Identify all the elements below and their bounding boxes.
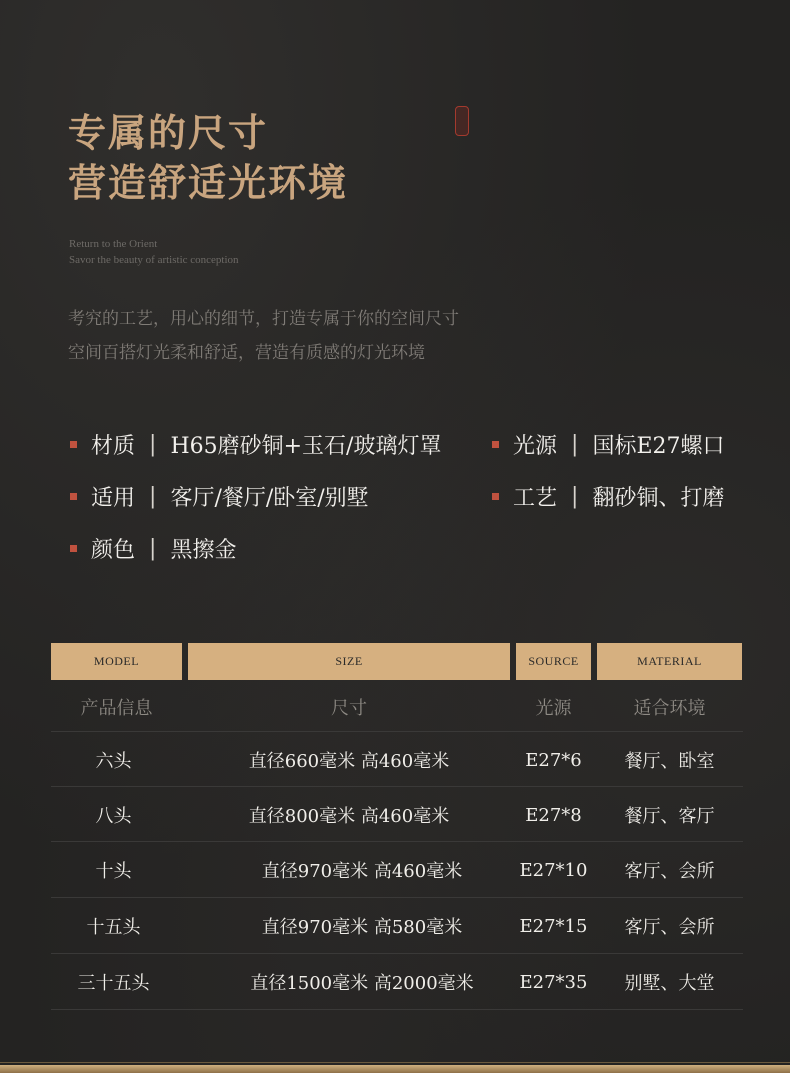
cell-environment: 餐厅、卧室	[624, 751, 715, 772]
cell-size: 直径1500毫米 高2000毫米	[250, 973, 474, 994]
spec-value: 翻砂铜、打磨	[592, 485, 725, 511]
cell-size: 直径660毫米 高460毫米	[248, 751, 450, 772]
header-size: SIZE	[188, 643, 510, 680]
spec-craft	[492, 480, 724, 512]
spec-application	[70, 480, 369, 512]
intro-line-2: 空间百搭灯光柔和舒适，营造有质感的灯光环境	[68, 343, 425, 363]
cell-source: E27*6	[525, 749, 582, 771]
bullet-icon	[70, 441, 77, 448]
spec-label: 工艺	[513, 485, 558, 511]
subheader-source: 光源	[535, 698, 572, 719]
cell-size: 直径800毫米 高460毫米	[248, 806, 450, 827]
cell-model: 十头	[95, 861, 132, 882]
title-line-1: 专属的尺寸	[68, 110, 269, 155]
header-material: MATERIAL	[597, 643, 742, 680]
english-tagline	[69, 236, 239, 268]
page-title	[68, 108, 348, 208]
cell-model: 八头	[95, 806, 132, 827]
spec-separator: |	[571, 483, 579, 509]
spec-value: 黑擦金	[170, 537, 237, 563]
spec-color	[70, 532, 236, 564]
cell-model: 三十五头	[77, 973, 150, 994]
cell-size: 直径970毫米 高460毫米	[261, 861, 463, 882]
cell-environment: 别墅、大堂	[624, 973, 715, 994]
spec-separator: |	[571, 431, 579, 457]
table-row	[51, 786, 743, 842]
subheader-environment: 适合环境	[633, 698, 706, 719]
header-source: SOURCE	[516, 643, 591, 680]
table-row	[51, 731, 743, 787]
cell-model: 六头	[95, 751, 132, 772]
spec-value: H65磨砂铜+玉石/玻璃灯罩	[170, 433, 442, 459]
spec-value: 国标E27螺口	[592, 433, 725, 459]
cell-size: 直径970毫米 高580毫米	[261, 917, 463, 938]
cell-environment: 客厅、会所	[624, 917, 715, 938]
table-row	[51, 953, 743, 1009]
subheader-product: 产品信息	[80, 698, 153, 719]
spec-separator: |	[149, 431, 157, 457]
spec-label: 适用	[91, 485, 136, 511]
cell-environment: 客厅、会所	[624, 861, 715, 882]
bottom-gold-strip	[0, 1065, 790, 1073]
table-row	[51, 841, 743, 897]
table-bottom-divider	[51, 1009, 743, 1010]
tagline-line-2: Savor the beauty of artistic conception	[69, 254, 239, 266]
title-line-2: 营造舒适光环境	[68, 160, 349, 205]
table-row	[51, 897, 743, 953]
bullet-icon	[70, 493, 77, 500]
cell-model: 十五头	[86, 917, 141, 938]
spec-label: 光源	[513, 433, 558, 459]
cell-source: E27*35	[519, 971, 588, 993]
spec-value: 客厅/餐厅/卧室/别墅	[170, 485, 369, 511]
spec-label: 颜色	[91, 537, 136, 563]
cell-source: E27*15	[519, 915, 588, 937]
spec-light-source	[492, 428, 725, 460]
subheader-size: 尺寸	[331, 698, 367, 719]
header-model: MODEL	[51, 643, 182, 680]
spec-separator: |	[149, 535, 157, 561]
cell-source: E27*8	[525, 804, 582, 826]
spec-label: 材质	[91, 433, 136, 459]
bullet-icon	[492, 493, 499, 500]
intro-line-1: 考究的工艺，用心的细节，打造专属于你的空间尺寸	[68, 309, 459, 329]
bullet-icon	[492, 441, 499, 448]
spec-separator: |	[149, 483, 157, 509]
spec-material	[70, 428, 441, 460]
red-seal-stamp	[455, 106, 469, 136]
bullet-icon	[70, 545, 77, 552]
tagline-line-1: Return to the Orient	[69, 238, 158, 250]
cell-environment: 餐厅、客厅	[624, 806, 715, 827]
cell-source: E27*10	[519, 859, 588, 881]
intro-text	[68, 302, 459, 370]
